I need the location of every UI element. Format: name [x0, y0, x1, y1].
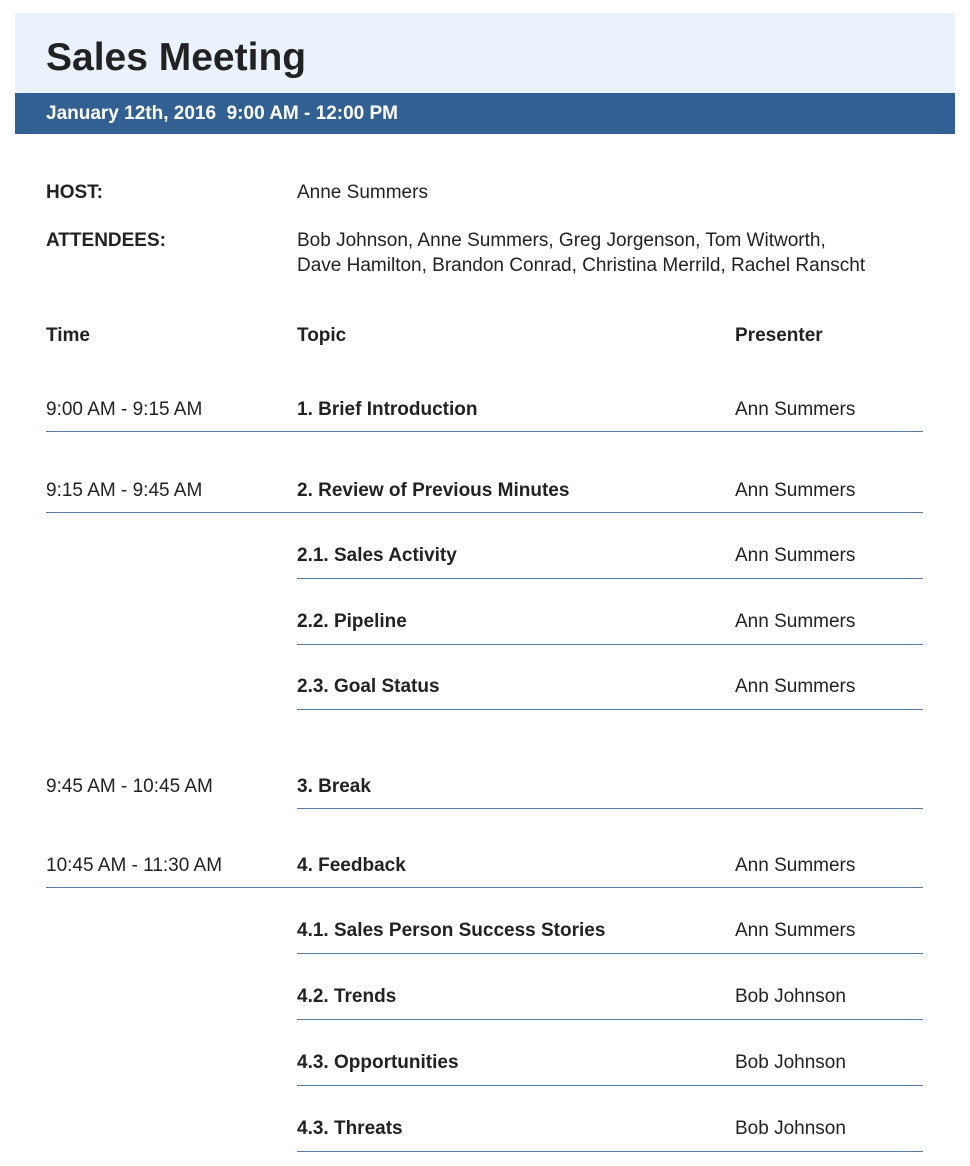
- agenda-row: [0, 985, 970, 1009]
- row-divider: [297, 1151, 923, 1152]
- row-presenter: Ann Summers: [735, 480, 856, 501]
- row-divider: [297, 1085, 923, 1086]
- row-topic: 4.1. Sales Person Success Stories: [297, 920, 606, 941]
- agenda-row: [0, 398, 970, 422]
- header-presenter: Presenter: [735, 325, 823, 346]
- agenda-row: [0, 854, 970, 878]
- row-presenter: Bob Johnson: [735, 986, 846, 1007]
- attendees-line-2: Dave Hamilton, Brandon Conrad, Christina Merrild, Rachel Ranscht: [297, 255, 866, 276]
- row-topic: 1. Brief Introduction: [297, 399, 478, 420]
- row-topic: 2.2. Pipeline: [297, 611, 407, 632]
- meeting-date-time: January 12th, 2016 9:00 AM - 12:00 PM: [46, 103, 399, 124]
- agenda-row: [0, 479, 970, 503]
- row-presenter: Bob Johnson: [735, 1118, 846, 1139]
- row-presenter: Ann Summers: [735, 920, 856, 941]
- row-time: 9:15 AM - 9:45 AM: [46, 480, 203, 501]
- row-topic: 4.2. Trends: [297, 986, 397, 1007]
- header-time: Time: [46, 325, 91, 346]
- row-time: 9:00 AM - 9:15 AM: [46, 399, 203, 420]
- row-presenter: Ann Summers: [735, 545, 856, 566]
- row-topic: 4.3. Opportunities: [297, 1052, 459, 1073]
- agenda-row: [0, 1051, 970, 1075]
- row-divider: [297, 578, 923, 579]
- row-divider: [297, 808, 923, 809]
- attendees-line-1: Bob Johnson, Anne Summers, Greg Jorgenson, Tom Witworth,: [297, 230, 826, 251]
- row-topic: 2.1. Sales Activity: [297, 545, 457, 566]
- page-title: Sales Meeting: [46, 36, 307, 79]
- agenda-row: [0, 1117, 970, 1141]
- row-divider: [297, 644, 923, 645]
- agenda-row: [0, 675, 970, 699]
- row-presenter: Ann Summers: [735, 611, 856, 632]
- row-topic: 2. Review of Previous Minutes: [297, 480, 570, 501]
- attendees-label: ATTENDEES:: [46, 230, 166, 251]
- row-time: 10:45 AM - 11:30 AM: [46, 855, 223, 876]
- row-divider: [46, 431, 923, 432]
- row-presenter: Ann Summers: [735, 855, 856, 876]
- agenda-row: [0, 919, 970, 943]
- row-presenter: Ann Summers: [735, 399, 856, 420]
- row-divider: [46, 887, 923, 888]
- row-divider: [297, 709, 923, 710]
- row-topic: 4.3. Threats: [297, 1118, 403, 1139]
- title-band: [15, 13, 955, 93]
- header-topic: Topic: [297, 325, 347, 346]
- row-topic: 2.3. Goal Status: [297, 676, 440, 697]
- agenda-row: [0, 544, 970, 568]
- row-presenter: Bob Johnson: [735, 1052, 846, 1073]
- row-topic: 3. Break: [297, 776, 371, 797]
- row-divider: [297, 953, 923, 954]
- host-label: HOST:: [46, 182, 103, 203]
- agenda-row: [0, 775, 970, 799]
- row-topic: 4. Feedback: [297, 855, 406, 876]
- agenda-row: [0, 610, 970, 634]
- row-presenter: Ann Summers: [735, 676, 856, 697]
- row-divider: [297, 1019, 923, 1020]
- row-divider: [46, 512, 923, 513]
- host-value: Anne Summers: [297, 182, 428, 203]
- row-time: 9:45 AM - 10:45 AM: [46, 776, 213, 797]
- date-bar: [15, 93, 955, 134]
